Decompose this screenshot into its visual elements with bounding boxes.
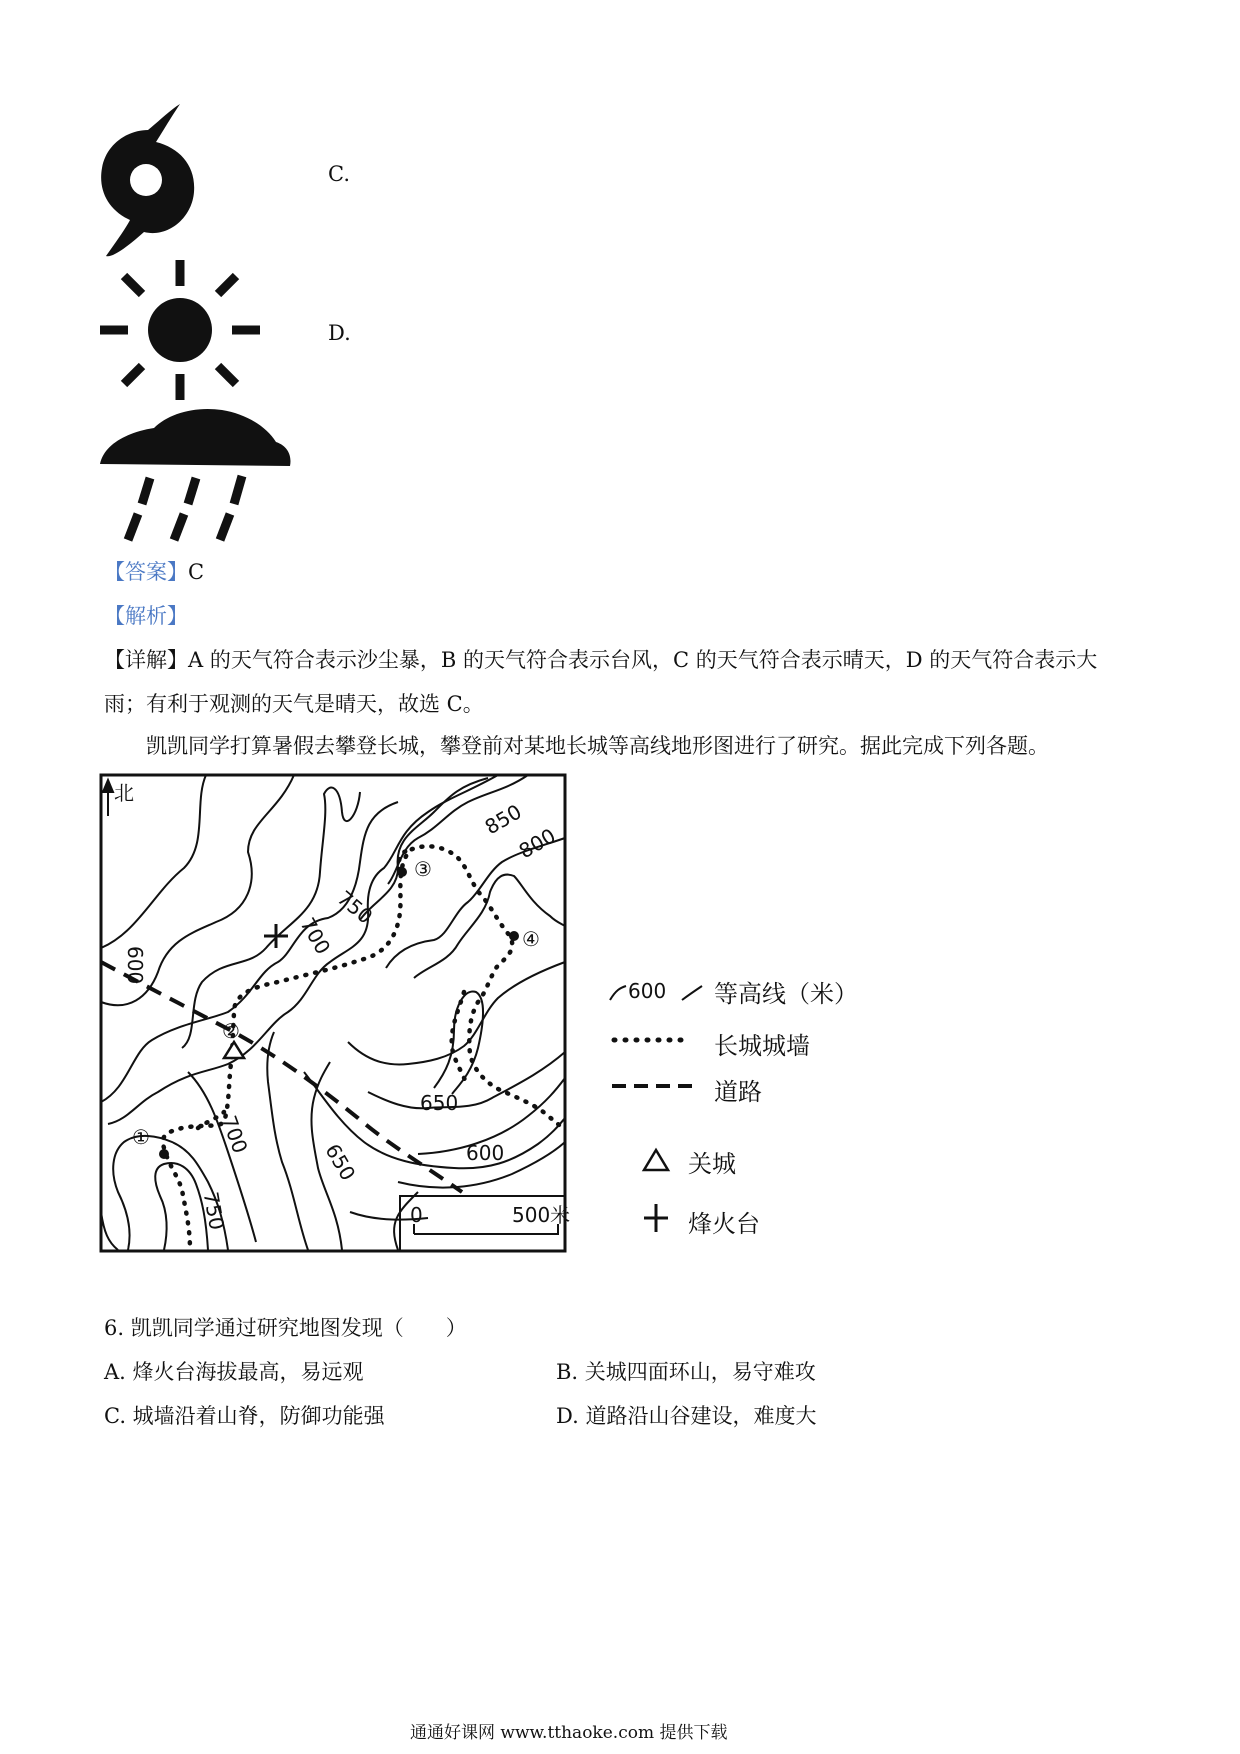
legend-contour-sample-icon — [606, 970, 706, 1010]
question-stem: 6. 凯凯同学通过研究地图发现（ ） — [104, 1316, 467, 1340]
legend-beacon-icon — [640, 1202, 672, 1234]
option-c-label: C. — [328, 162, 350, 186]
legend-road-label: 道路 — [714, 1078, 762, 1106]
question-option-c[interactable]: C. 城墙沿着山脊，防御功能强 — [104, 1404, 385, 1428]
detail-bracket-label: 【详解】 — [104, 648, 188, 672]
contour-label-750-low: 750 — [198, 1189, 230, 1232]
contour-label-800: 800 — [514, 823, 560, 864]
point-label-3: ③ — [414, 857, 432, 881]
detail-line-2: 雨；有利于观测的天气是晴天，故选 C。 — [104, 692, 484, 716]
legend-beacon-label: 烽火台 — [688, 1210, 760, 1238]
answer-bracket-label: 【答案】 — [104, 560, 188, 584]
detail-line-1 — [104, 648, 1097, 673]
legend-contour-sample-label: 600 — [628, 979, 667, 1003]
point-label-2: ② — [222, 1019, 240, 1043]
legend-wall-label: 长城城墙 — [714, 1032, 810, 1060]
page-footer: 通通好课网 www.tthaoke.com 提供下载 — [410, 1723, 728, 1743]
legend-contour-label: 等高线（米） — [714, 980, 858, 1008]
answer-value: C — [188, 560, 205, 584]
contour-label-650-low: 650 — [320, 1139, 361, 1185]
detail-text-1: A 的天气符合表示沙尘暴，B 的天气符合表示台风，C 的天气符合表示晴天，D 的天气符合表示大 — [188, 648, 1098, 672]
question-option-d[interactable]: D. 道路沿山谷建设，难度大 — [556, 1404, 817, 1428]
question-option-b[interactable]: B. 关城四面环山，易守难攻 — [556, 1360, 816, 1384]
answer-line — [104, 560, 204, 585]
legend-road-sample-icon — [610, 1076, 694, 1096]
intro-paragraph: 凯凯同学打算暑假去攀登长城，攀登前对某地长城等高线地形图进行了研究。据此完成下列各题。 — [146, 734, 1049, 758]
point-label-4: ④ — [522, 927, 540, 951]
contour-label-650-mid: 650 — [420, 1091, 459, 1115]
contour-label-850: 850 — [480, 799, 526, 840]
contour-label-700-low: 700 — [216, 1112, 253, 1157]
legend-pass-label: 关城 — [688, 1150, 736, 1178]
contour-label-750-top: 750 — [332, 885, 378, 929]
contour-map — [98, 772, 570, 1256]
north-label: 北 — [114, 781, 134, 805]
point-label-1: ① — [132, 1125, 150, 1149]
typhoon-symbol-icon — [98, 100, 198, 260]
question-option-a[interactable]: A. 烽火台海拔最高，易远观 — [104, 1360, 364, 1384]
legend-pass-icon — [640, 1146, 672, 1174]
scale-end-label: 500米 — [512, 1203, 570, 1227]
analysis-line — [104, 604, 188, 629]
analysis-bracket-label: 【解析】 — [104, 604, 188, 628]
sun-and-heavy-rain-icon — [98, 258, 294, 548]
contour-label-600-low: 600 — [466, 1141, 505, 1165]
contour-label-700-top: 700 — [295, 913, 336, 959]
contour-label-600-left: 600 — [123, 946, 147, 985]
option-d-label: D. — [328, 321, 351, 345]
legend-wall-sample-icon — [610, 1030, 694, 1050]
scale-start-label: 0 — [410, 1203, 423, 1227]
